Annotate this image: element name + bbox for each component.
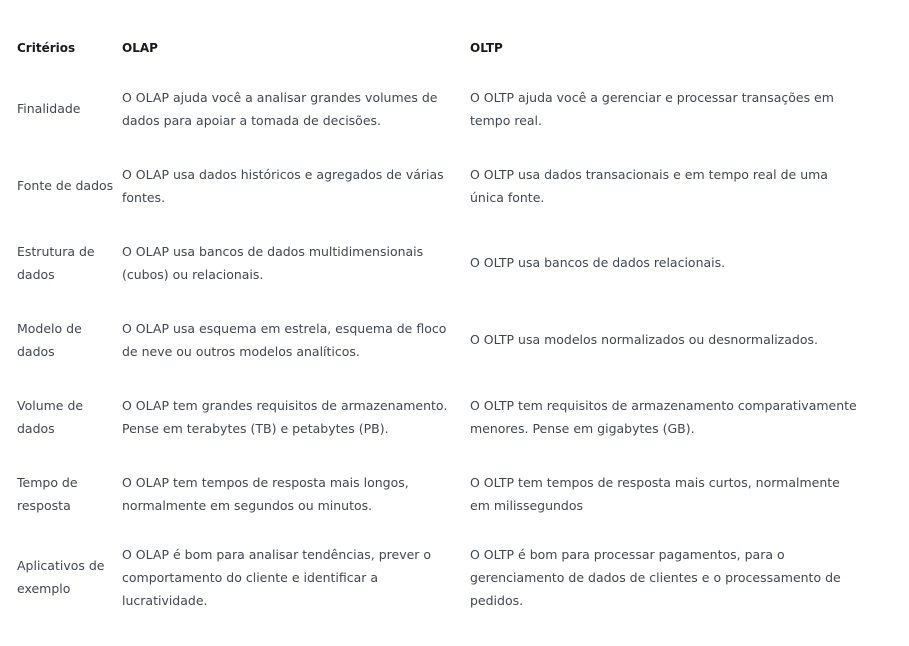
row-criterion: Finalidade — [17, 101, 81, 116]
row-olap-cell: O OLAP usa esquema em estrela, esquema de floco de neve ou outros modelos analíticos. — [122, 320, 447, 359]
table-row — [14, 301, 864, 378]
row-olap-cell: O OLAP usa bancos de dados multidimensionais (cubos) ou relacionais. — [122, 243, 424, 282]
row-olap-cell: O OLAP usa dados históricos e agregados de várias fontes. — [122, 166, 444, 205]
row-olap-cell: O OLAP ajuda você a analisar grandes volumes de dados para apoiar a tomada de decisões. — [122, 89, 438, 128]
row-olap-cell: O OLAP tem grandes requisitos de armazenamento. Pense em terabytes (TB) e petabytes (PB). — [122, 397, 448, 436]
row-oltp-cell: O OLTP usa bancos de dados relacionais. — [470, 255, 726, 270]
row-oltp-cell: O OLTP ajuda você a gerenciar e processar transações em tempo real. — [470, 89, 834, 128]
row-oltp-cell: O OLTP usa modelos normalizados ou desnormalizados. — [470, 332, 818, 347]
table-row — [14, 532, 864, 622]
row-criterion: Tempo de resposta — [17, 474, 78, 513]
header-olap: OLAP — [122, 40, 158, 55]
header-oltp: OLTP — [470, 40, 503, 55]
table-row — [14, 224, 864, 301]
row-oltp-cell: O OLTP é bom para processar pagamentos, para o gerenciamento de dados de clientes e o processamento de pedidos. — [470, 546, 841, 608]
row-criterion: Fonte de dados — [17, 178, 114, 193]
comparison-table — [14, 26, 864, 622]
table-header-row — [14, 26, 864, 70]
row-criterion: Aplicativos de exemplo — [17, 558, 105, 596]
row-olap-cell: O OLAP é bom para analisar tendências, prever o comportamento do cliente e identificar a lucratividade. — [122, 546, 432, 608]
row-oltp-cell: O OLTP tem requisitos de armazenamento comparativamente menores. Pense em gigabytes (GB). — [470, 397, 857, 436]
table-row — [14, 147, 864, 224]
table-row — [14, 455, 864, 532]
row-olap-cell: O OLAP tem tempos de resposta mais longos, normalmente em segundos ou minutos. — [122, 474, 409, 513]
row-criterion: Estrutura de dados — [17, 243, 95, 282]
header-criteria: Critérios — [17, 40, 76, 55]
row-oltp-cell: O OLTP tem tempos de resposta mais curtos, normalmente em milissegundos — [470, 474, 840, 513]
row-criterion: Modelo de dados — [17, 320, 82, 359]
table-row — [14, 378, 864, 455]
row-oltp-cell: O OLTP usa dados transacionais e em tempo real de uma única fonte. — [470, 166, 828, 205]
row-criterion: Volume de dados — [17, 397, 84, 436]
table-row — [14, 70, 864, 147]
